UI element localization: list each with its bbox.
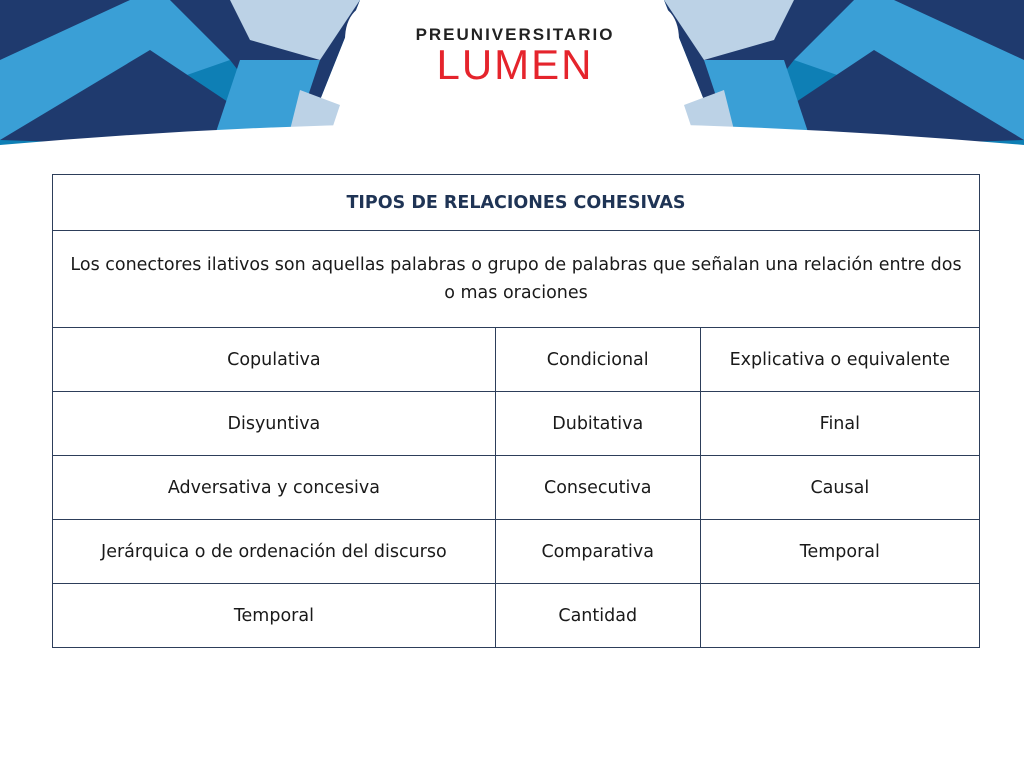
table-cell: Temporal: [53, 584, 496, 648]
table-cell: Adversativa y concesiva: [53, 456, 496, 520]
table-cell: Causal: [700, 456, 979, 520]
table-cell: Jerárquica o de ordenación del discurso: [53, 520, 496, 584]
table-cell: Dubitativa: [495, 392, 700, 456]
table-description: Los conectores ilativos son aquellas palabras o grupo de palabras que señalan una relación entre dos o mas oraciones: [53, 231, 980, 328]
table-row: [53, 328, 980, 392]
table-title: TIPOS DE RELACIONES COHESIVAS: [53, 175, 980, 231]
table-row: [53, 520, 980, 584]
table-row: [53, 584, 980, 648]
table-description-row: [53, 231, 980, 328]
table-title-row: [53, 175, 980, 231]
logo-main-text: LUMEN: [436, 41, 594, 88]
table-cell: Temporal: [700, 520, 979, 584]
table-cell-empty: [700, 584, 979, 648]
table-cell: Comparativa: [495, 520, 700, 584]
table-row: [53, 456, 980, 520]
table-cell: Copulativa: [53, 328, 496, 392]
brand-logo: [405, 25, 625, 88]
table-cell: Consecutiva: [495, 456, 700, 520]
table-cell: Disyuntiva: [53, 392, 496, 456]
table-cell: Explicativa o equivalente: [700, 328, 979, 392]
table-row: [53, 392, 980, 456]
table-cell: Final: [700, 392, 979, 456]
cohesive-relations-table: [52, 174, 980, 648]
logo-top-text: PREUNIVERSITARIO: [415, 25, 615, 44]
table-cell: Cantidad: [495, 584, 700, 648]
table-cell: Condicional: [495, 328, 700, 392]
